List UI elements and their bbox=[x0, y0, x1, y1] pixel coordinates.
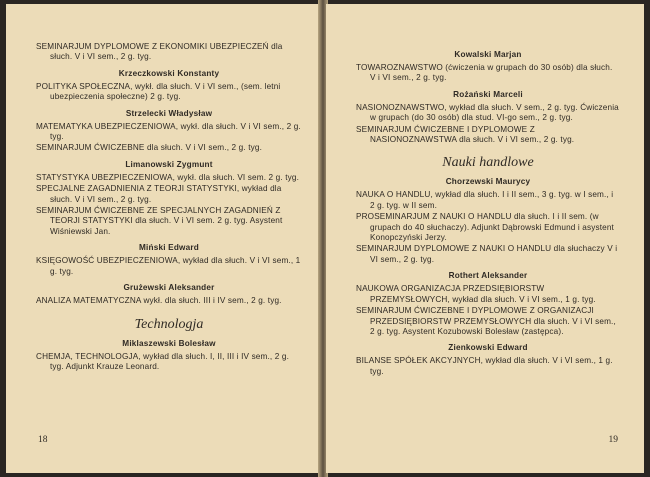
left-course-list bbox=[36, 69, 302, 307]
course-entry: SPECJALNE ZAGADNIENIA Z TEORJI STATYSTYKI, wykład dla słuch. V i VI sem., 2 g. tyg. bbox=[36, 184, 282, 204]
page-number-left: 18 bbox=[38, 435, 48, 445]
professor-name: Kowalski Marjan bbox=[454, 50, 522, 59]
right-section-course-list bbox=[356, 177, 620, 377]
course-entry: TOWAROZNAWSTWO (ćwiczenia w grupach do 30 osób) dla słuch. V i VI sem., 2 g. tyg. bbox=[356, 63, 613, 83]
professor-name: Miklaszewski Bolesław bbox=[122, 338, 216, 348]
left-section-course-list bbox=[36, 339, 302, 373]
course-entry: ANALIZA MATEMATYCZNA wykł. dla słuch. III i IV sem., 2 g. tyg. bbox=[36, 296, 282, 306]
page-number-right: 19 bbox=[608, 435, 618, 445]
course-entry: SEMINARJUM ĆWICZEBNE dla słuch. V i VI sem., 2 g. tyg. bbox=[36, 143, 263, 153]
section-title-nauki-handlowe: Nauki handlowe bbox=[442, 155, 534, 171]
professor-name: Rożański Marceli bbox=[453, 89, 523, 99]
course-entry: SEMINARJUM ĆWICZEBNE I DYPLOMOWE Z NASIONOZNAWSTWA dla słuch. V i VI sem., 2 g. tyg. bbox=[356, 124, 575, 145]
course-entry: SEMINARJUM DYPLOMOWE Z EKONOMIKI UBEZPIECZEŃ dla słuch. V i VI sem., 2 g. tyg. bbox=[36, 42, 283, 62]
professor-name: Krzeczkowski Konstanty bbox=[118, 68, 220, 78]
professor-name: Miński Edward bbox=[139, 243, 199, 253]
course-entry: SEMINARJUM ĆWICZEBNE ZE SPECJALNYCH ZAGADNIEŃ Z TEORJI STATYSTYKI dla słuch. V i VI sem. 2 g. tyg. Asystent Wiśniewski Jan. bbox=[36, 206, 283, 236]
professor-name: Strzelecki Władysław bbox=[125, 108, 213, 118]
professor-name: Zienkowski Edward bbox=[448, 343, 528, 353]
left-page bbox=[6, 4, 320, 473]
left-top-entries bbox=[36, 42, 302, 63]
course-entry: KSIĘGOWOŚĆ UBEZPIECZENIOWA, wykład dla słuch. V i VI sem., 1 g. tyg. bbox=[36, 256, 301, 276]
professor-name: Rothert Aleksander bbox=[448, 271, 528, 281]
course-entry: SEMINARJUM DYPLOMOWE Z NAUKI O HANDLU dla słuchaczy V i VI sem., 2 g. tyg. bbox=[356, 244, 618, 264]
professor-name: Limanowski Zygmunt bbox=[125, 159, 213, 169]
course-entry: POLITYKA SPOŁECZNA, wykł. dla słuch. V i VI sem., (sem. letni ubezpieczenia społeczne) 2 g. tyg. bbox=[36, 81, 281, 102]
course-entry: NAUKOWA ORGANIZACJA PRZEDSIĘBIORSTW PRZEMYSŁOWYCH, wykład dla słuch. V i VI sem., 1 g. tyg. bbox=[356, 284, 596, 304]
course-entry: STATYSTYKA UBEZPIECZENIOWA, wykł. dla słuch. VI sem. 2 g. tyg. bbox=[36, 172, 300, 182]
course-entry: PROSEMINARJUM Z NAUKI O HANDLU dla słuch. I i II sem. (w grupach do 40 słuchaczy). Adjunkt Dąbrowski Edmund i asystent Konopczyński Jerzy. bbox=[356, 212, 614, 243]
course-entry: CHEMJA, TECHNOLOGJA, wykład dla słuch. I, II, III i IV sem., 2 g. tyg. Adjunkt Krauze Leonard. bbox=[36, 351, 290, 371]
course-entry: NASIONOZNAWSTWO, wykład dla słuch. V sem., 2 g. tyg. Ćwiczenia w grupach (do 30 osób) dla stud. VI-go sem., 2 g. tyg. bbox=[356, 102, 619, 123]
professor-name: Chorzewski Maurycy bbox=[445, 177, 531, 187]
section-title-technologja: Technologja bbox=[134, 316, 204, 332]
right-page bbox=[326, 4, 644, 473]
course-entry: MATEMATYKA UBEZPIECZENIOWA, wykł. dla słuch. V i VI sem., 2 g. tyg. bbox=[36, 121, 301, 142]
professor-name: Grużewski Aleksander bbox=[123, 283, 215, 293]
course-entry: NAUKA O HANDLU, wykład dla słuch. I i II sem., 3 g. tyg. w I sem., i 2 g. tyg. w II sem. bbox=[356, 190, 614, 210]
right-course-list bbox=[356, 50, 620, 145]
course-entry: BILANSE SPÓŁEK AKCYJNYCH, wykład dla słuch. V i VI sem., 1 g. tyg. bbox=[356, 356, 613, 376]
course-entry: SEMINARJUM ĆWICZEBNE I DYPLOMOWE Z ORGANIZACJI PRZEDSIĘBIORSTW PRZEMYSŁOWYCH dla słuch. V i VI sem., 2 g. tyg. Asystent Kozubowski Bolesław (zastępca). bbox=[356, 306, 616, 336]
